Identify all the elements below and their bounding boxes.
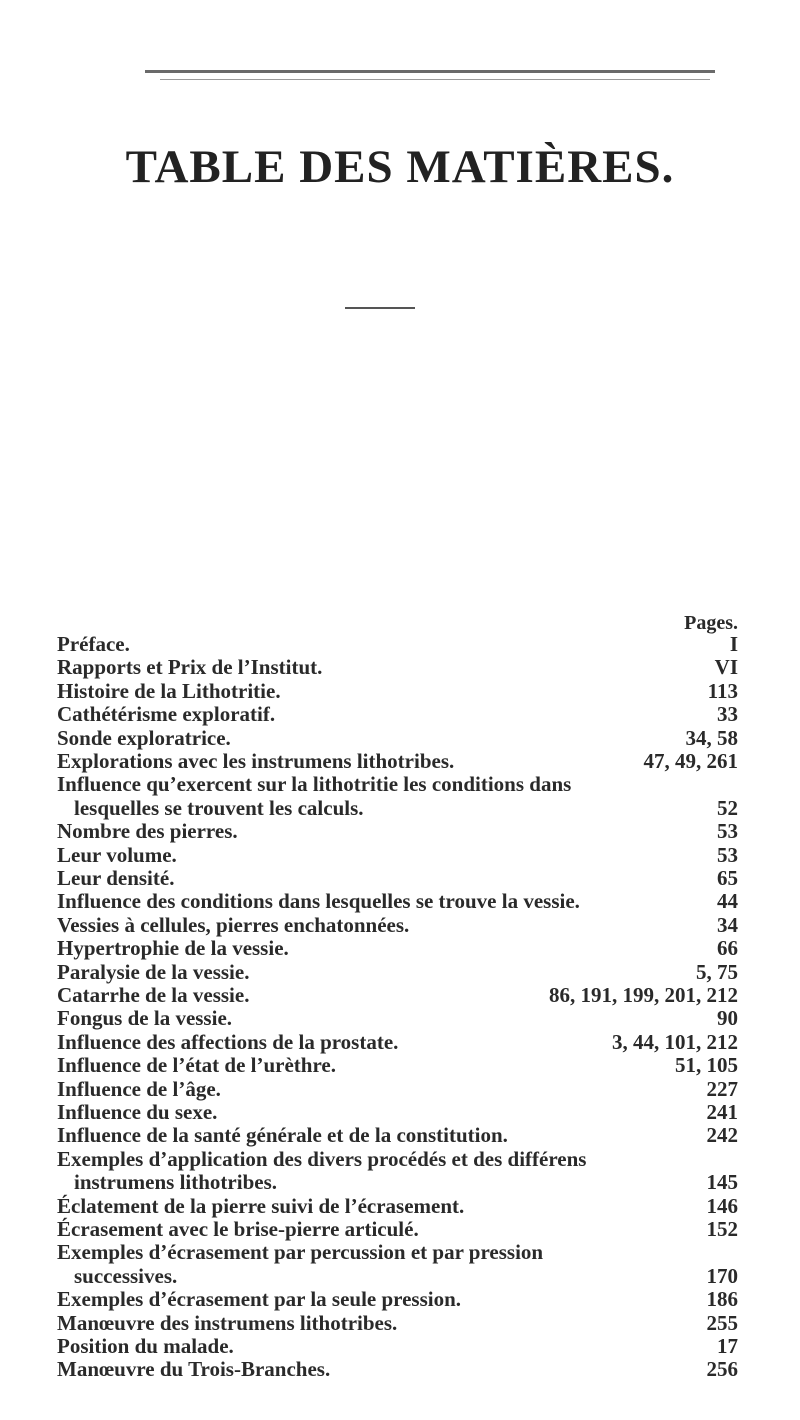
toc-entry-label: Paralysie de la vessie. bbox=[57, 959, 250, 984]
toc-entry-label: Vessies à cellules, pierres enchatonnées. bbox=[57, 912, 410, 937]
toc-entry-label: Hypertrophie de la vessie. bbox=[57, 936, 289, 961]
toc-entry-label: Influence des conditions dans lesquelles se trouve la vessie. bbox=[57, 889, 580, 914]
toc-entry-label: Position du malade. bbox=[57, 1334, 234, 1358]
toc-entry-label: Influence des affections de la prostate. bbox=[57, 1029, 399, 1054]
toc-entry-pages: 145 bbox=[706, 1170, 738, 1195]
toc-entry-label: Exemples d’application des divers procédés et des différens bbox=[57, 1146, 587, 1171]
title-divider bbox=[345, 307, 415, 309]
toc-entry-pages: 255 bbox=[706, 1310, 738, 1335]
toc-entry-pages: 47, 49, 261 bbox=[643, 749, 738, 773]
toc-entry-label: Écrasement avec le brise-pierre articulé. bbox=[57, 1217, 419, 1241]
toc-entry-pages: 227 bbox=[706, 1076, 738, 1101]
toc-entry-label: Préface. bbox=[57, 632, 130, 656]
toc-entry-label: Influence du sexe. bbox=[57, 1100, 218, 1124]
toc-entry-pages: I bbox=[729, 632, 738, 656]
toc-entry-label: successives. bbox=[74, 1263, 178, 1288]
toc-entry-pages: 170 bbox=[706, 1263, 738, 1288]
top-rule bbox=[145, 70, 715, 73]
toc-entry-label: Cathétérisme exploratif. bbox=[57, 702, 276, 727]
page-title: TABLE DES MATIÈRES. bbox=[125, 141, 675, 193]
toc-entry-pages: 34, 58 bbox=[685, 725, 738, 750]
toc-entry-label: Manœuvre du Trois-Branches. bbox=[57, 1357, 331, 1382]
toc-entry-label: Leur densité. bbox=[57, 866, 175, 890]
toc-entry-label: instrumens lithotribes. bbox=[74, 1170, 278, 1195]
toc-entry-pages: 242 bbox=[706, 1123, 738, 1148]
toc-entry-label: Influence de l’état de l’urèthre. bbox=[57, 1053, 336, 1078]
toc-entry-pages: VI bbox=[714, 655, 738, 680]
toc-entry-label: Sonde exploratrice. bbox=[57, 725, 231, 750]
toc-entry-pages: 186 bbox=[706, 1287, 738, 1312]
toc-entry-label: Exemples d’écrasement par percussion et par pression bbox=[57, 1240, 544, 1265]
toc-entry-pages: 66 bbox=[717, 936, 738, 961]
toc-entry-pages: 3, 44, 101, 212 bbox=[612, 1029, 738, 1054]
toc-entry-label: Nombre des pierres. bbox=[57, 819, 238, 844]
toc-entry-label: Explorations avec les instrumens lithotribes. bbox=[57, 749, 455, 773]
toc-entry-pages: 65 bbox=[717, 866, 738, 890]
toc-entry-label: Influence de l’âge. bbox=[57, 1076, 221, 1101]
toc-entry-pages: 34 bbox=[717, 912, 738, 937]
toc-entry-label: Leur volume. bbox=[57, 842, 177, 867]
toc-entry-pages: 44 bbox=[717, 889, 738, 914]
toc-entry-pages: 51, 105 bbox=[675, 1053, 738, 1078]
toc-entry-label: Influence qu’exercent sur la lithotritie les conditions dans bbox=[57, 772, 572, 797]
toc-entry-label: Fongus de la vessie. bbox=[57, 1006, 233, 1031]
toc-entry-label: Manœuvre des instrumens lithotribes. bbox=[57, 1310, 398, 1335]
toc-entry-label: Éclatement de la pierre suivi de l’écrasement. bbox=[57, 1193, 465, 1218]
toc-entry-label: lesquelles se trouvent les calculs. bbox=[74, 795, 364, 820]
toc-entry-label: Histoire de la Lithotritie. bbox=[57, 678, 281, 703]
toc-entry-pages: 90 bbox=[717, 1006, 738, 1031]
toc-entry-label: Influence de la santé générale et de la constitution. bbox=[57, 1123, 508, 1148]
toc-entry-pages: 33 bbox=[717, 702, 738, 727]
toc-entry-pages: 152 bbox=[706, 1217, 738, 1241]
toc-entry-pages: 86, 191, 199, 201, 212 bbox=[549, 983, 738, 1007]
toc-entry-pages: 5, 75 bbox=[696, 959, 738, 984]
toc-entry-pages: 17 bbox=[717, 1334, 738, 1358]
toc-entry-pages: 146 bbox=[706, 1193, 738, 1218]
toc-entry-pages: 53 bbox=[717, 842, 738, 867]
toc-entry-pages: 53 bbox=[717, 819, 738, 844]
toc-entry-pages: 256 bbox=[706, 1357, 738, 1382]
toc-entry-label: Rapports et Prix de l’Institut. bbox=[57, 655, 323, 680]
toc-entry-pages: 113 bbox=[707, 678, 738, 703]
toc-entry-pages: 52 bbox=[717, 795, 738, 820]
toc-entry-label: Catarrhe de la vessie. bbox=[57, 983, 250, 1007]
toc-entry-pages: 241 bbox=[706, 1100, 738, 1124]
pages-column-header: Pages. bbox=[684, 612, 738, 634]
toc-entry-label: Exemples d’écrasement par la seule pression. bbox=[57, 1287, 462, 1312]
top-rule-thin bbox=[160, 79, 710, 80]
